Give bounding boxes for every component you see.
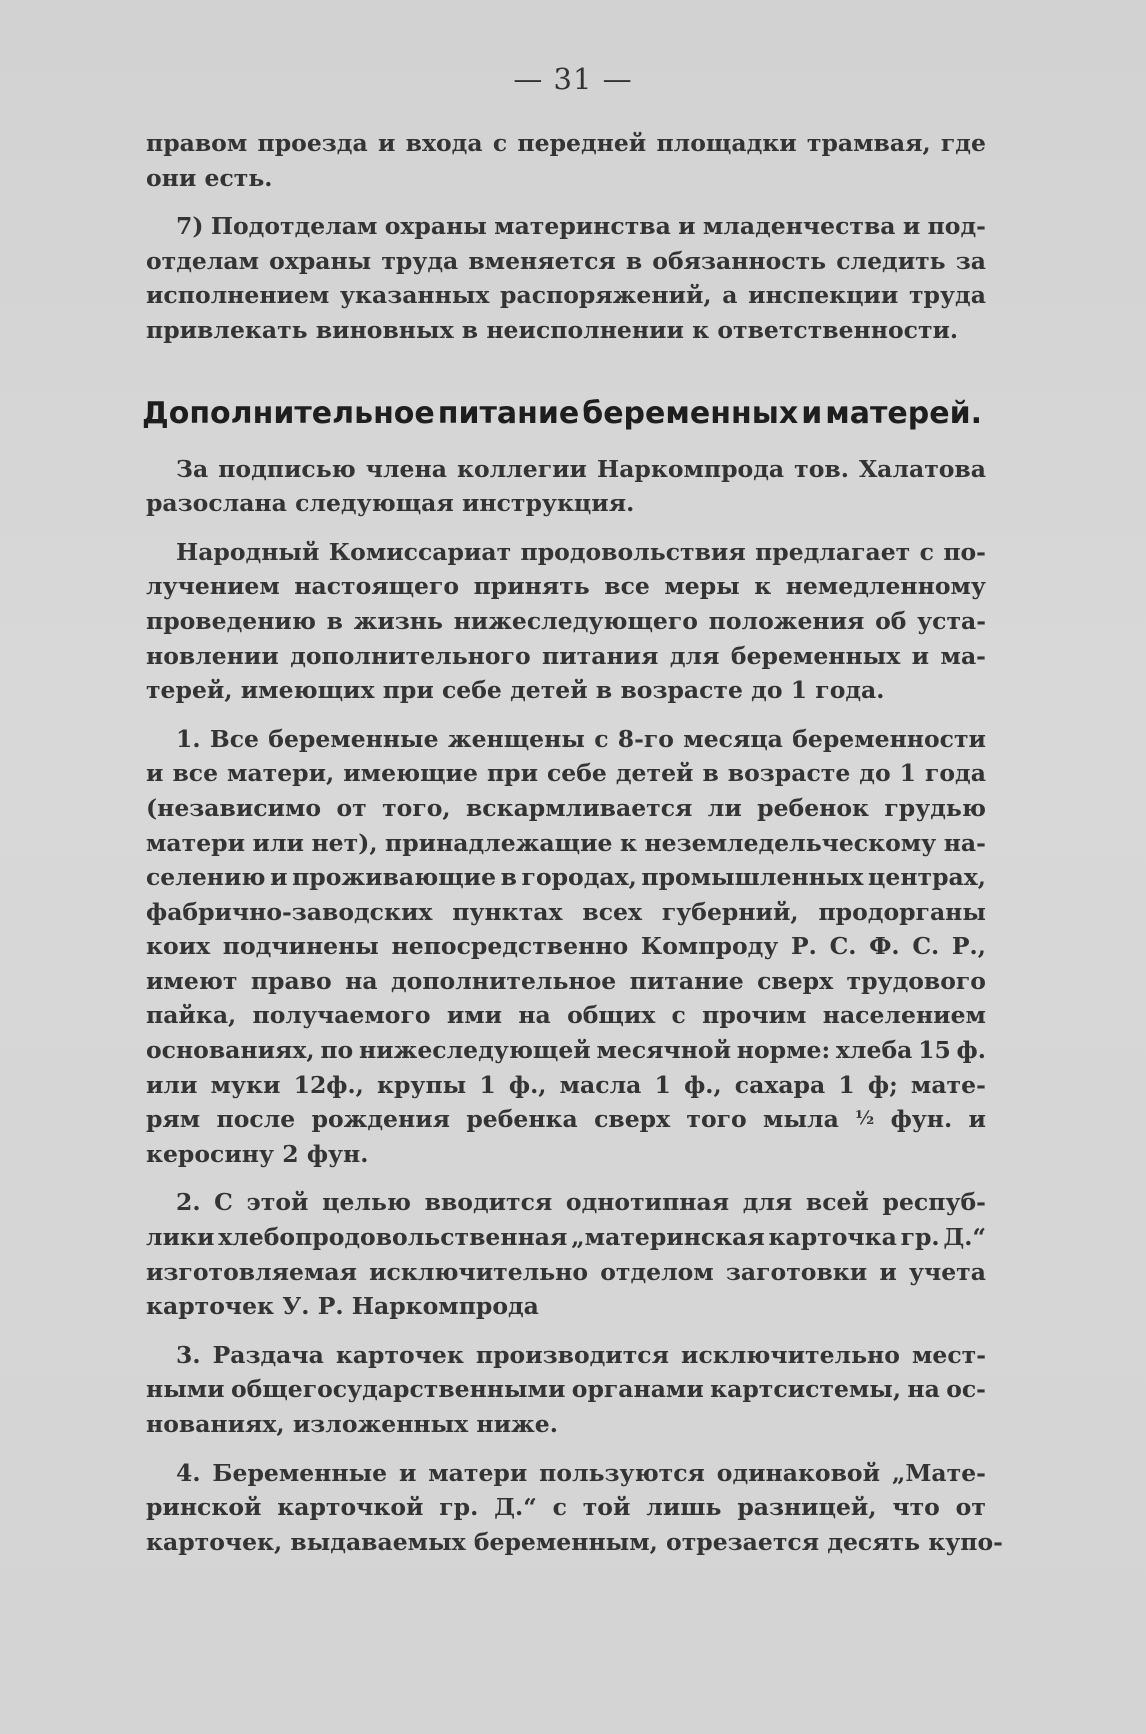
text-line: 7) Подотделам охраны материнства и младенчества и под- xyxy=(176,212,986,241)
text-line: селению и проживающие в городах, промышленных центрах, xyxy=(146,863,986,892)
text-line: рям после рождения ребенка сверх того мыла ½ фун. и xyxy=(146,1105,986,1134)
paragraph xyxy=(146,722,986,1172)
text-line: 4. Беременные и матери пользуются одинаковой „Мате- xyxy=(176,1458,986,1487)
text-line: матери или нет), принадлежащие к неземледельческому на- xyxy=(146,828,986,857)
paragraph xyxy=(146,535,986,708)
text-line: 1. Все беременные женщены с 8-го месяца беременности xyxy=(176,724,986,753)
text-line: проведению в жизнь нижеследующего положения об уста- xyxy=(146,606,986,635)
text-line: основаниях, по нижеследующей месячной норме: хлеба 15 ф. xyxy=(146,1036,986,1065)
text-line: керосину 2 фун. xyxy=(146,1139,369,1168)
text-line: 3. Раздача карточек производится исключительно мест- xyxy=(176,1340,986,1369)
paragraph xyxy=(146,1456,1003,1560)
text-line: правом проезда и входа с передней площадки трамвая, где xyxy=(146,129,986,157)
paragraph xyxy=(146,126,986,195)
paragraph xyxy=(146,1185,986,1323)
text-line: лучением настоящего принять все меры к немедленному xyxy=(146,572,986,601)
text-line: ринской карточкой гр. Д.“ с той лишь разницей, что от xyxy=(146,1493,986,1522)
section-heading: Дополнительное питание беременных и матерей. xyxy=(142,395,982,431)
text-line: карточек, выдаваемых беременным, отрезается десять купо- xyxy=(146,1527,1003,1556)
text-line: нованиях, изложенных ниже. xyxy=(146,1410,558,1438)
text-line: За подписью члена коллегии Наркомпрода тов. Халатова xyxy=(176,454,986,483)
text-line: изготовляемая исключительно отделом заготовки и учета xyxy=(146,1257,986,1286)
paragraph xyxy=(146,452,986,521)
page-number: — 31 — xyxy=(513,62,633,96)
text-line: разослана следующая инструкция. xyxy=(146,489,635,518)
text-line: привлекать виновных в неисполнении к ответственности. xyxy=(146,315,959,344)
text-line: лики хлебопродовольственная „материнская карточка гр. Д.“ xyxy=(146,1223,986,1252)
text-line: отделам охраны труда вменяется в обязанность следить за xyxy=(146,246,986,275)
text-line: терей, имеющих при себе детей в возрасте до 1 года. xyxy=(146,676,885,705)
paragraph xyxy=(146,1338,986,1442)
text-line: ными общегосударственными органами картсистемы, на ос- xyxy=(146,1375,986,1404)
text-line: имеют право на дополнительное питание сверх трудового xyxy=(146,966,986,995)
text-line: они есть. xyxy=(146,163,273,192)
text-line: карточек У. Р. Наркомпрода xyxy=(146,1292,539,1321)
text-line: коих подчинены непосредственно Компроду Р. С. Ф. С. Р., xyxy=(146,932,986,961)
text-line: фабрично-заводских пунктах всех губерний, продорганы xyxy=(146,897,986,926)
text-line: пайка, получаемого ими на общих с прочим населением xyxy=(146,1001,986,1030)
paragraph xyxy=(146,209,986,347)
text-line: (независимо от того, вскармливается ли ребенок грудью xyxy=(146,793,986,822)
text-line: Народный Комиссариат продовольствия предлагает с по- xyxy=(176,537,986,566)
text-line: и все матери, имеющие при себе детей в возрасте до 1 года xyxy=(146,759,986,788)
text-line: 2. С этой целью вводится однотипная для всей респуб- xyxy=(176,1188,986,1217)
text-line: новлении дополнительного питания для беременных и ма- xyxy=(146,641,986,670)
text-line: исполнением указанных распоряжений, а инспекции труда xyxy=(146,281,986,310)
text-line: или муки 12ф., крупы 1 ф., масла 1 ф., сахара 1 ф; мате- xyxy=(146,1070,986,1099)
text-body xyxy=(142,126,1003,1559)
